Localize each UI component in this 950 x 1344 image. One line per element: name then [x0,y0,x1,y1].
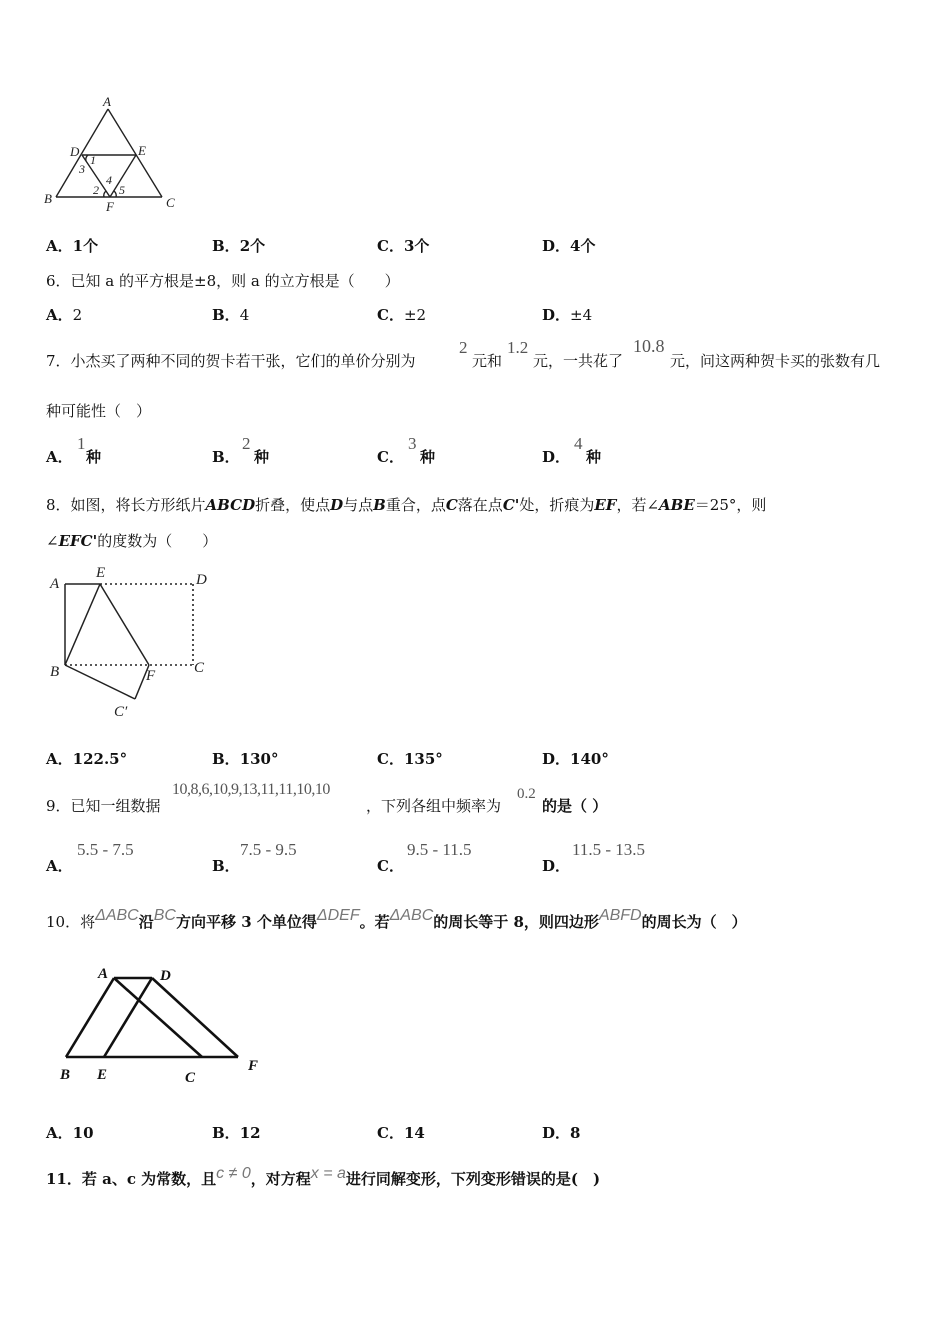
option-value: 10 [72,1124,94,1142]
q7-option-b [212,446,240,467]
q10-option-a [46,1122,94,1143]
q8-text: ∠ [46,532,59,550]
q8-text: ＝25°，则 [694,496,767,514]
q9-option-d [542,855,570,876]
q7-stem-part4: 元，问这两种贺卡买的张数有几 [670,352,881,370]
q10-fig-side-df [152,978,238,1057]
q7-option-c-unit: 种 [420,448,436,466]
option-value: 2 [72,306,83,324]
q7-option-c-num: 3 [408,434,417,453]
q5-option-c [377,235,429,256]
option-letter: C． [377,1124,404,1142]
q9-option-d-value: 11.5 - 13.5 [572,840,646,859]
q5-fig-label-d: D [70,144,80,159]
q5-fig-angle-2: 2 [93,183,99,197]
q8-crease: EF [594,496,617,514]
q7-option-a-num: 1 [77,434,86,453]
option-letter: B． [212,1124,240,1142]
q10-text: 10．将 [46,913,96,931]
option-letter: B． [212,750,240,768]
option-letter: D． [542,857,571,875]
option-value: 122.5° [72,750,128,768]
q6-option-d [542,304,592,325]
q9-data-set: 10,8,6,10,9,13,11,11,10,10 [172,781,330,798]
option-letter: A． [46,1124,73,1142]
q8-fig-label-b: B [50,664,60,680]
q10-text: 沿 [138,913,154,931]
q10-fig-label-a: A [98,966,109,982]
option-value: 4个 [570,237,596,255]
q5-fig-angle-arc [104,191,106,197]
q10-figure [52,962,272,1092]
q10-text: 的周长为（ ） [641,913,747,931]
option-value: 8 [570,1124,581,1142]
q10-side-bc: BC [153,907,176,924]
q8-text: 8．如图，将长方形纸片 [46,496,206,514]
q11-condition: c ≠ 0 [216,1165,251,1182]
q5-figure [40,95,185,215]
q8-fig-label-a: A [50,576,60,592]
q7-option-b-unit: 种 [254,448,270,466]
q9-option-b-value: 7.5 - 9.5 [240,840,297,859]
q10-option-b [212,1122,261,1143]
q6-option-b [212,304,249,325]
q8-point-c: C [445,496,458,514]
q5-fig-side-ab [56,109,108,197]
q9-option-a-value: 5.5 - 7.5 [77,840,134,859]
q8-fig-label-cprime: C′ [114,704,128,720]
q11-equation: x = a [310,1165,346,1182]
q9-frequency: 0.2 [517,786,536,802]
q9-option-b [212,855,240,876]
q8-fig-label-c: C [194,660,205,676]
option-letter: C． [377,448,404,466]
q8-text: ，若∠ [616,496,660,514]
q8-point-cprime: C' [502,496,520,514]
q8-option-d [542,748,609,769]
option-letter: B． [212,237,240,255]
q5-fig-angle-arc [86,155,88,161]
option-value: 12 [239,1124,261,1142]
option-value: 4 [239,306,250,324]
q8-fig-label-d: D [196,572,207,588]
q5-fig-label-c: C [166,195,175,210]
option-value: 3个 [403,237,430,255]
q5-fig-label-b: B [44,191,52,206]
q7-stem-part3: 元，一共花了 [533,352,624,370]
option-letter: A． [46,857,73,875]
q10-stem [46,907,747,932]
q10-text: 。若 [359,913,390,931]
q10-triangle-def: ΔDEF [316,907,360,924]
option-letter: B． [212,306,240,324]
q9-option-a [46,855,73,876]
option-value: 135° [403,750,443,768]
q7-option-d [542,446,570,467]
option-letter: A． [46,237,73,255]
q7-total: 10.8 [633,336,665,356]
q5-fig-label-a: A [103,95,111,109]
q8-text: 与点 [343,496,374,514]
q8-angle-efc: EFC' [58,532,98,550]
q8-point-d: D [330,496,344,514]
q8-fig-side-be [65,584,100,665]
option-letter: D． [542,750,571,768]
q5-fig-angle-1: 1 [90,153,96,167]
q5-fig-label-f: F [106,199,114,214]
q8-text: 落在点 [457,496,503,514]
q8-point-b: B [373,496,386,514]
option-letter: D． [542,448,571,466]
q7-stem-part1: 7．小杰买了两种不同的贺卡若干张，它们的单价分别为 [46,352,416,370]
q5-option-a [46,235,98,256]
q8-option-a [46,748,127,769]
q10-option-d [542,1122,580,1143]
q10-fig-label-c: C [185,1070,196,1086]
q9-option-c-value: 9.5 - 11.5 [407,840,472,859]
q10-option-c [377,1122,425,1143]
q8-fig-crease-ef [100,584,149,665]
option-value: 2个 [239,237,266,255]
q10-fig-label-d: D [160,968,171,984]
q7-stem-part2: 元和 [472,352,503,370]
q10-triangle-abc-2: ΔABC [389,907,434,924]
q5-fig-side-ac [108,109,162,197]
q5-fig-angle-3: 3 [79,162,85,176]
q11-text: 进行同解变形，下列变形错误的是( ) [345,1170,601,1188]
option-value: 140° [570,750,609,768]
q7-price-2: 1.2 [507,338,529,357]
q9-stem-part3: 的是（ ） [542,797,608,815]
q8-stem-line1 [46,494,766,515]
option-letter: D． [542,306,571,324]
option-value: 14 [403,1124,425,1142]
q7-option-c [377,446,404,467]
q7-option-d-num: 4 [574,434,583,453]
q10-quadrilateral-abfd: ABFD [598,907,642,924]
q8-fig-side-bcp [65,665,135,699]
option-value: 1个 [72,237,99,255]
q8-option-b [212,748,279,769]
option-value: 130° [239,750,279,768]
q10-fig-side-ab [66,978,114,1057]
q8-stem-line2 [46,530,217,551]
q7-option-d-unit: 种 [586,448,602,466]
q6-option-c [377,304,426,325]
q8-abcd: ABCD [205,496,256,514]
q10-fig-label-b: B [60,1067,71,1083]
option-letter: B． [212,448,240,466]
option-letter: C． [377,237,404,255]
q8-angle-abe: ABE [659,496,695,514]
option-value: ±2 [403,306,427,324]
q7-option-a [46,446,73,467]
option-letter: A． [46,306,73,324]
q5-fig-angle-arc [114,191,116,197]
option-letter: B． [212,857,240,875]
option-letter: C． [377,306,404,324]
q8-fig-label-f: F [146,668,156,684]
q9-option-c [377,855,404,876]
q8-fig-label-e: E [96,565,106,581]
option-letter: C． [377,857,404,875]
q10-triangle-abc: ΔABC [95,907,139,924]
q10-fig-label-f: F [248,1058,259,1074]
q9-stem-part2: ，下列各组中频率为 [366,797,502,815]
q10-fig-label-e: E [97,1067,108,1083]
q8-figure [42,564,227,724]
q7-option-a-unit: 种 [86,448,102,466]
option-letter: A． [46,750,73,768]
q5-fig-angle-5: 5 [119,183,125,197]
q8-option-c [377,748,443,769]
q11-text: ，对方程 [250,1170,311,1188]
q5-fig-angle-4: 4 [106,173,112,187]
q9-stem-part1: 9．已知一组数据 [46,797,161,815]
q10-text: 的周长等于 8，则四边形 [433,913,599,931]
q5-option-b [212,235,265,256]
q11-stem [46,1165,601,1189]
q8-text: 的度数为（ ） [97,532,218,550]
q8-text: 重合，点 [385,496,446,514]
q10-text: 方向平移 3 个单位得 [175,913,317,931]
option-value: ±4 [570,306,593,324]
q5-option-d [542,235,595,256]
q11-text: 11．若 a、c 为常数，且 [46,1170,217,1188]
q8-text: 折叠，使点 [255,496,331,514]
option-letter: C． [377,750,404,768]
option-letter: A． [46,448,73,466]
q7-price-1: 2 [459,338,468,357]
q7-stem-line2: 种可能性（ ） [46,402,152,420]
q7-option-b-num: 2 [242,434,251,453]
q6-option-a [46,304,82,325]
q6-stem: 6．已知 a 的平方根是±8，则 a 的立方根是（ ） [46,272,400,290]
option-letter: D． [542,1124,571,1142]
q8-text: 处，折痕为 [519,496,595,514]
q5-fig-label-e: E [138,143,146,158]
option-letter: D． [542,237,571,255]
